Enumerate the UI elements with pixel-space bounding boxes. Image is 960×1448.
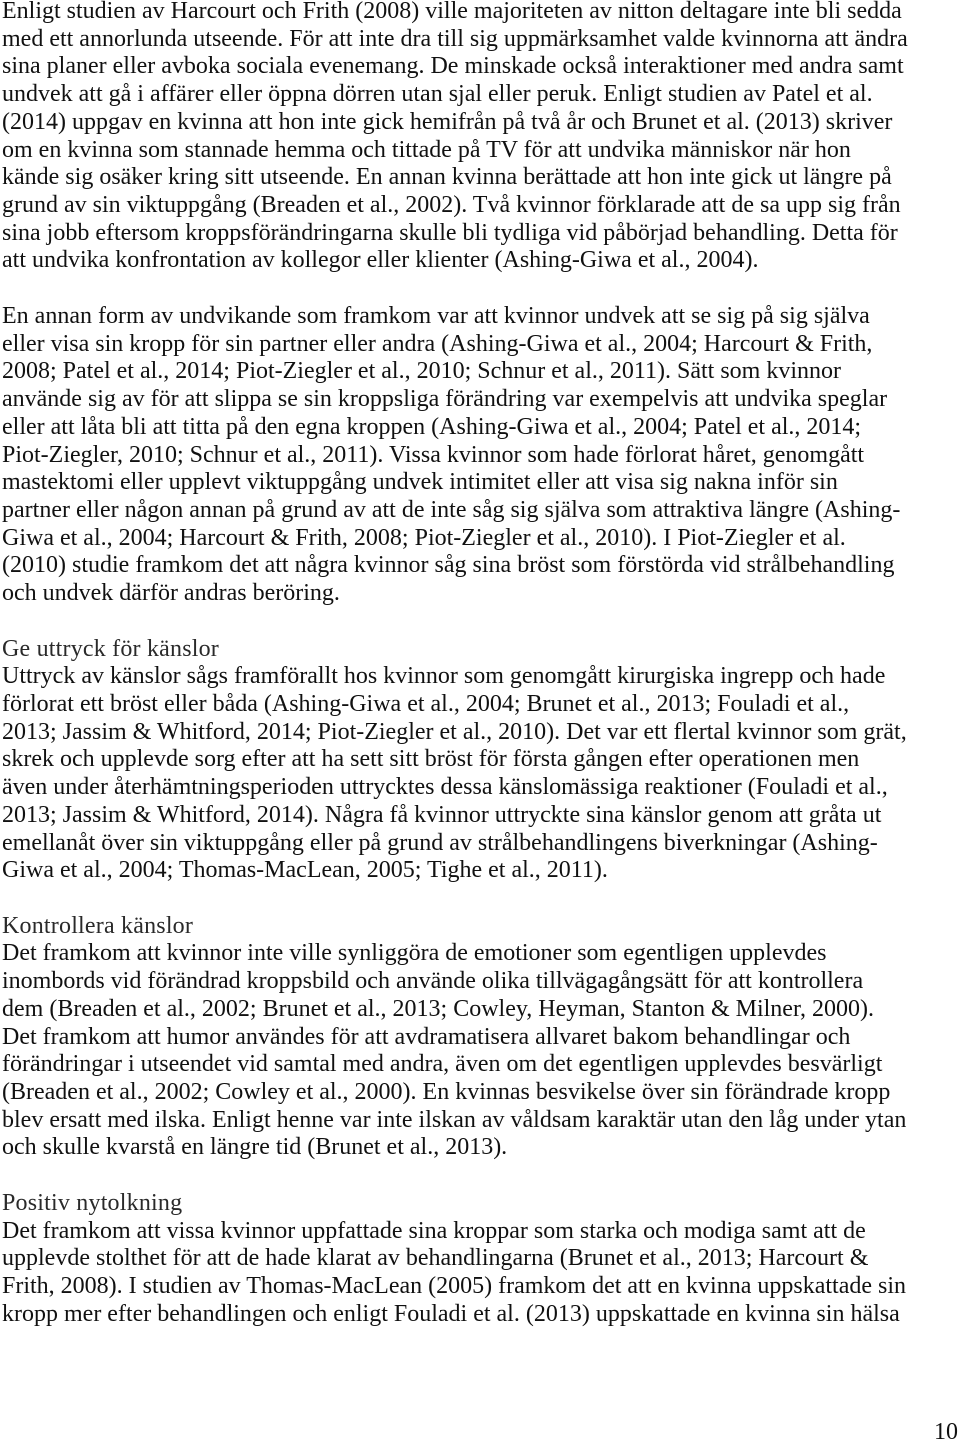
text-line: grund av sin viktuppgång (Breaden et al., 2002). Två kvinnor förklarade att de sa upp sig från (2, 192, 901, 219)
text-line: (2014) uppgav en kvinna att hon inte gick hemifrån på två år och Brunet et al. (2013) skriver (2, 108, 893, 135)
text-line: sina planer eller avboka sociala evenemang. De minskade också interaktioner med andra samt (2, 53, 904, 80)
text-line: skrek och upplevde sorg efter att ha sett sitt bröst för första gången efter operationen men (2, 746, 860, 773)
text-line: även under återhämtningsperioden uttrycktes dessa känslomässiga reaktioner (Fouladi et al., (2, 774, 888, 801)
text-line: Piot-Ziegler, 2010; Schnur et al., 2011). Vissa kvinnor som hade förlorat håret, genomgått (2, 441, 865, 468)
text-line: eller att låta bli att titta på den egna kroppen (Ashing-Giwa et al., 2004; Patel et al., 2014; (2, 413, 862, 440)
text-line: Det framkom att kvinnor inte ville synliggöra de emotioner som egentligen upplevdes (2, 940, 827, 967)
section-positiv-nytolkning (2, 1190, 958, 1329)
paragraph (2, 0, 958, 275)
text-line: blev ersatt med ilska. Enligt henne var inte ilskan av våldsam karaktär utan den låg under ytan (2, 1106, 907, 1133)
text-line: 2013; Jassim & Whitford, 2014; Piot-Ziegler et al., 2010). Det var ett flertal kvinnor som grät, (2, 718, 907, 745)
text-line: och undvek därför andras beröring. (2, 580, 340, 607)
page-body (2, 0, 958, 1356)
text-line: med ett annorlunda utseende. För att inte dra till sig uppmärksamhet valde kvinnorna att ändra (2, 25, 908, 52)
text-line: emellanåt över sin viktuppgång eller på grund av strålbehandlingens biverkningar (Ashing- (2, 829, 878, 856)
text-line: eller visa sin kropp för sin partner eller andra (Ashing-Giwa et al., 2004; Harcourt & Frith, (2, 330, 873, 357)
text-line: partner eller någon annan på grund av att de inte såg sig själva som attraktiva längre (Ashing- (2, 496, 901, 523)
text-line: att undvika konfrontation av kollegor eller klienter (Ashing-Giwa et al., 2004). (2, 247, 759, 274)
section-heading: Positiv nytolkning (2, 1189, 183, 1216)
text-line: inombords vid förändrad kroppsbild och använde olika tillvägagångsätt för att kontrollera (2, 968, 864, 995)
text-line: (Breaden et al., 2002; Cowley et al., 2000). En kvinnas besvikelse över sin förändrade kropp (2, 1079, 891, 1106)
text-line: Giwa et al., 2004; Harcourt & Frith, 2008; Piot-Ziegler et al., 2010). I Piot-Ziegler et al. (2, 524, 846, 551)
text-line: förlorat ett bröst eller båda (Ashing-Giwa et al., 2004; Brunet et al., 2013; Fouladi et al., (2, 690, 850, 717)
page-number: 10 (934, 1419, 958, 1445)
text-line: mastektomi eller upplevt viktuppgång undvek intimitet eller att visa sig nakna inför sin (2, 469, 838, 496)
paragraph (2, 303, 958, 608)
text-line: dem (Breaden et al., 2002; Brunet et al., 2013; Cowley, Heyman, Stanton & Milner, 2000). (2, 995, 874, 1022)
text-line: Det framkom att humor användes för att avdramatisera allvaret bakom behandlingar och (2, 1023, 851, 1050)
text-line: Frith, 2008). I studien av Thomas-MacLean (2005) framkom det att en kvinna uppskattade sin (2, 1273, 907, 1300)
text-line: använde sig av för att slippa se sin kroppsliga förändring var exempelvis att undvika speglar (2, 386, 888, 413)
section-ge-uttryck (2, 636, 958, 885)
section-heading: Ge uttryck för känslor (2, 635, 220, 662)
text-line: 2013; Jassim & Whitford, 2014). Några få kvinnor uttryckte sina känslor genom att gråta ut (2, 801, 882, 828)
text-line: Det framkom att vissa kvinnor uppfattade sina kroppar som starka och modiga samt att de (2, 1217, 866, 1244)
text-line: kropp mer efter behandlingen och enligt Fouladi et al. (2013) uppskattade en kvinna sin hälsa (2, 1300, 900, 1327)
text-line: och skulle kvarstå en längre tid (Brunet et al., 2013). (2, 1134, 508, 1161)
section-kontrollera (2, 913, 958, 1162)
text-line: Enligt studien av Harcourt och Frith (2008) ville majoriteten av nitton deltagare inte bli sedda (2, 0, 902, 24)
text-line: upplevde stolthet för att de hade klarat av behandlingarna (Brunet et al., 2013; Harcourt & (2, 1245, 869, 1272)
text-line: Giwa et al., 2004; Thomas-MacLean, 2005; Tighe et al., 2011). (2, 857, 608, 884)
text-line: kände sig osäker kring sitt utseende. En annan kvinna berättade att hon inte gick ut längre på (2, 164, 892, 191)
text-line: undvek att gå i affärer eller öppna dörren utan sjal eller peruk. Enligt studien av Patel et al. (2, 81, 873, 108)
text-line: 2008; Patel et al., 2014; Piot-Ziegler et al., 2010; Schnur et al., 2011). Sätt som kvinnor (2, 358, 841, 385)
section-heading: Kontrollera känslor (2, 912, 194, 939)
text-line: förändringar i utseendet vid samtal med andra, även om det egentligen upplevdes besvärligt (2, 1051, 883, 1078)
text-line: sina jobb eftersom kroppsförändringarna skulle bli tydliga vid påbörjad behandling. Detta för (2, 219, 898, 246)
text-line: (2010) studie framkom det att några kvinnor såg sina bröst som förstörda vid strålbehandling (2, 552, 895, 579)
text-line: om en kvinna som stannade hemma och tittade på TV för att undvika människor när hon (2, 136, 851, 163)
text-line: Uttryck av känslor sågs framförallt hos kvinnor som genomgått kirurgiska ingrepp och hade (2, 663, 886, 690)
text-line: En annan form av undvikande som framkom var att kvinnor undvek att se sig på sig själva (2, 302, 870, 329)
